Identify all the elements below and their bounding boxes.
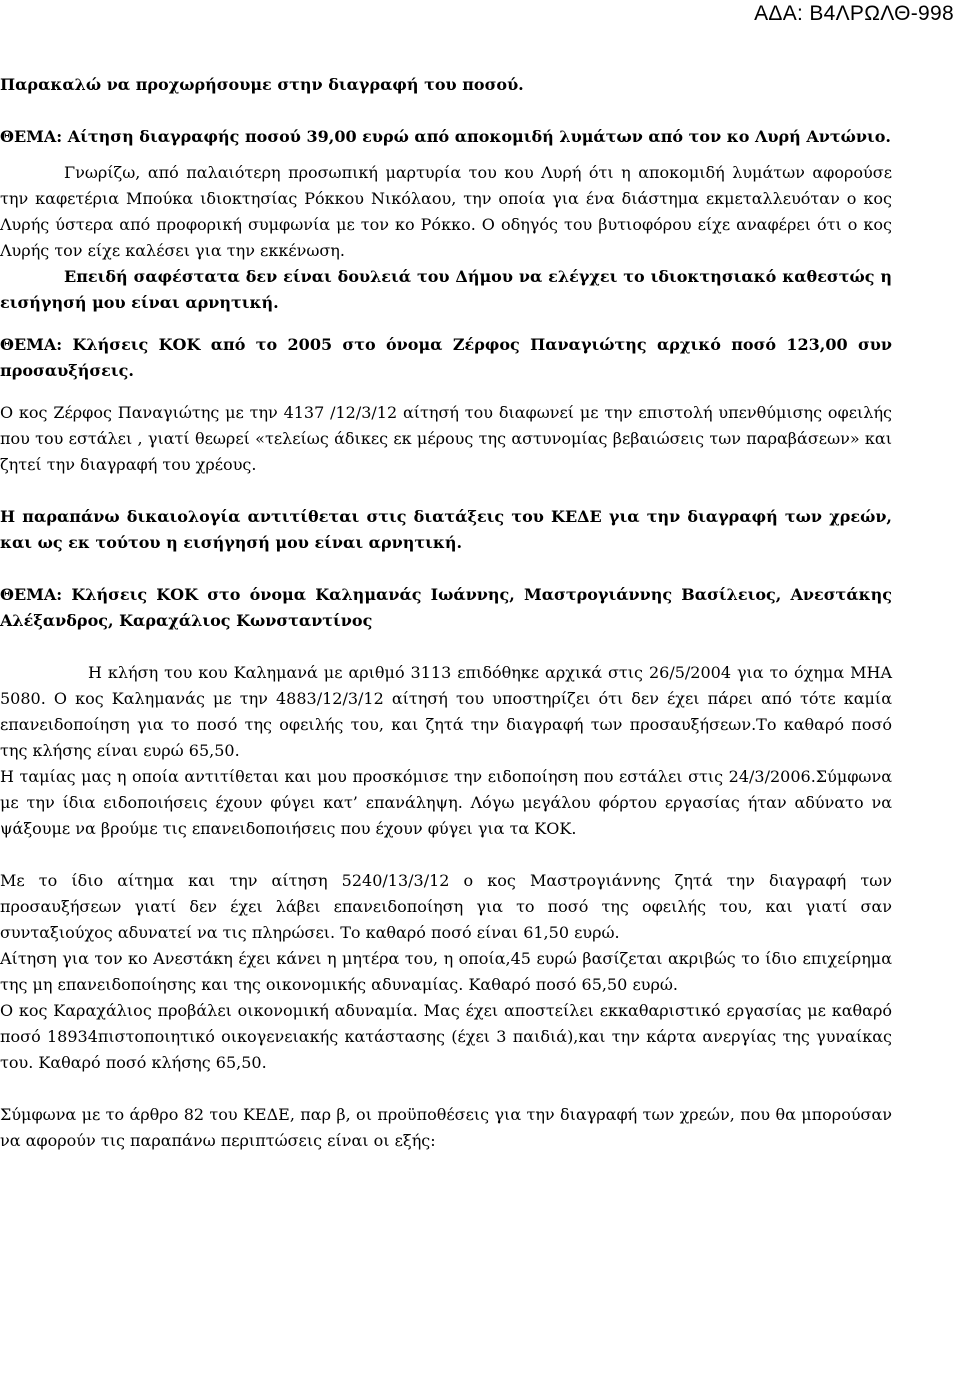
paragraph-negative-recommendation-2: Η παραπάνω δικαιολογία αντιτίθεται στις διατάξεις του ΚΕΔΕ για την διαγραφή των χρεών, και ως εκ τούτου η εισήγησή μου είναι αρνητική. <box>0 507 892 552</box>
document-body <box>0 72 892 1154</box>
subject-heading-1: ΘΕΜΑ: Αίτηση διαγραφής ποσού 39,00 ευρώ από αποκομιδή λυμάτων από τον κο Λυρή Αντώνιο. <box>0 127 891 146</box>
paragraph-lyris-testimony: Γνωρίζω, από παλαιότερη προσωπική μαρτυρία του κου Λυρή ότι η αποκομιδή λυμάτων αφορούσε την καφετέρια Μπούκα ιδιοκτησίας Ρόκκου Νικόλαου, την οποία για ένα διάστημα εκμεταλλευόταν ο κος Λυρής ύστερα από προφορική συμφωνία με τον κο Ρόκκο. Ο οδηγός του βυτιοφόρου είχε αναφέρει ότι ο κος Λυρής τον είχε καλέσει για την εκκένωση. <box>0 163 892 260</box>
paragraph-zerfos-request: Ο κος Ζέρφος Παναγιώτης με την 4137 /12/3/12 αίτησή του διαφωνεί με την επιστολή υπενθύμισης οφειλής που του εστάλει , γιατί θεωρεί «τελείως άδικες εκ μέρους της αστυνομίας βεβαιώσεις των παραβάσεων» και ζητεί την διαγραφή του χρέους. <box>0 403 892 474</box>
subject-heading-2: ΘΕΜΑ: Κλήσεις ΚΟΚ από το 2005 στο όνομα Ζέρφος Παναγιώτης αρχικό ποσό 123,00 συν προσαυξήσεις. <box>0 335 892 380</box>
paragraph-negative-recommendation-1: Επειδή σαφέστατα δεν είναι δουλειά του Δήμου να ελέγχει το ιδιοκτησιακό καθεστώς η εισήγησή μου είναι αρνητική. <box>0 267 892 312</box>
ada-code: ΑΔΑ: Β4ΛΡΩΛΘ-998 <box>754 2 954 25</box>
paragraph-anestakis: Αίτηση για τον κο Ανεστάκη έχει κάνει η μητέρα του, η οποία,45 ευρώ βασίζεται ακριβώς το ίδιο επιχείρημα της μη επανειδοποίησης και της οικονομικής αδυναμίας. Καθαρό ποσό 65,50 ευρώ. <box>0 949 892 994</box>
paragraph-article-82: Σύμφωνα με το άρθρο 82 του ΚΕΔΕ, παρ β, οι προϋποθέσεις για την διαγραφή των χρεών, που θα μπορούσαν να αφορούν τις παραπάνω περιπτώσεις είναι οι εξής: <box>0 1105 892 1150</box>
paragraph-mastrogiannis: Με το ίδιο αίτημα και την αίτηση 5240/13/3/12 ο κος Μαστρογιάννης ζητά την διαγραφή των προσαυξήσεων γιατί δεν έχει λάβει επανειδοποίηση για το ποσό της οφειλής του, και γιατί σαν συνταξιούχος αδυνατεί να τις πληρώσει. Το καθαρό ποσό είναι 61,50 ευρώ. <box>0 871 892 942</box>
paragraph-kalimanas: Η κλήση του κου Καλημανά με αριθμό 3113 επιδόθηκε αρχικά στις 26/5/2004 για το όχημα ΜΗΑ 5080. Ο κος Καλημανάς με την 4883/12/3/12 αίτησή του υποστηρίζει ότι δεν έχει πάρει από τότε καμία επανειδοποίηση για το ποσό της οφειλής του, και ζητά την διαγραφή των προσαυξήσεων.Το καθαρό ποσό της κλήσης είναι ευρώ 65,50. <box>0 663 892 760</box>
request-deletion-line: Παρακαλώ να προχωρήσουμε στην διαγραφή του ποσού. <box>0 75 524 94</box>
subject-heading-3: ΘΕΜΑ: Κλήσεις ΚΟΚ στο όνομα Καλημανάς Ιωάννης, Μαστρογιάννης Βασίλειος, Ανεστάκης Αλέξανδρος, Καραχάλιος Κωνσταντίνος <box>0 585 892 630</box>
paragraph-karachalios: Ο κος Καραχάλιος προβάλει οικονομική αδυναμία. Μας έχει αποστείλει εκκαθαριστικό εργασίας με καθαρό ποσό 18934πιστοποιητικό οικογενειακής κατάστασης (έχει 3 παιδιά),και την κάρτα ανεργίας της γυναίκας του. Καθαρό ποσό κλήσης 65,50. <box>0 1001 892 1072</box>
paragraph-treasurer: Η ταμίας μας η οποία αντιτίθεται και μου προσκόμισε την ειδοποίηση που εστάλει στις 24/3/2006.Σύμφωνα με την ίδια ειδοποιήσεις έχουν φύγει κατ’ επανάληψη. Λόγω μεγάλου φόρτου εργασίας ήταν αδύνατο να ψάξουμε να βρούμε τις επανειδοποιήσεις που έχουν φύγει για τα ΚΟΚ. <box>0 767 892 838</box>
